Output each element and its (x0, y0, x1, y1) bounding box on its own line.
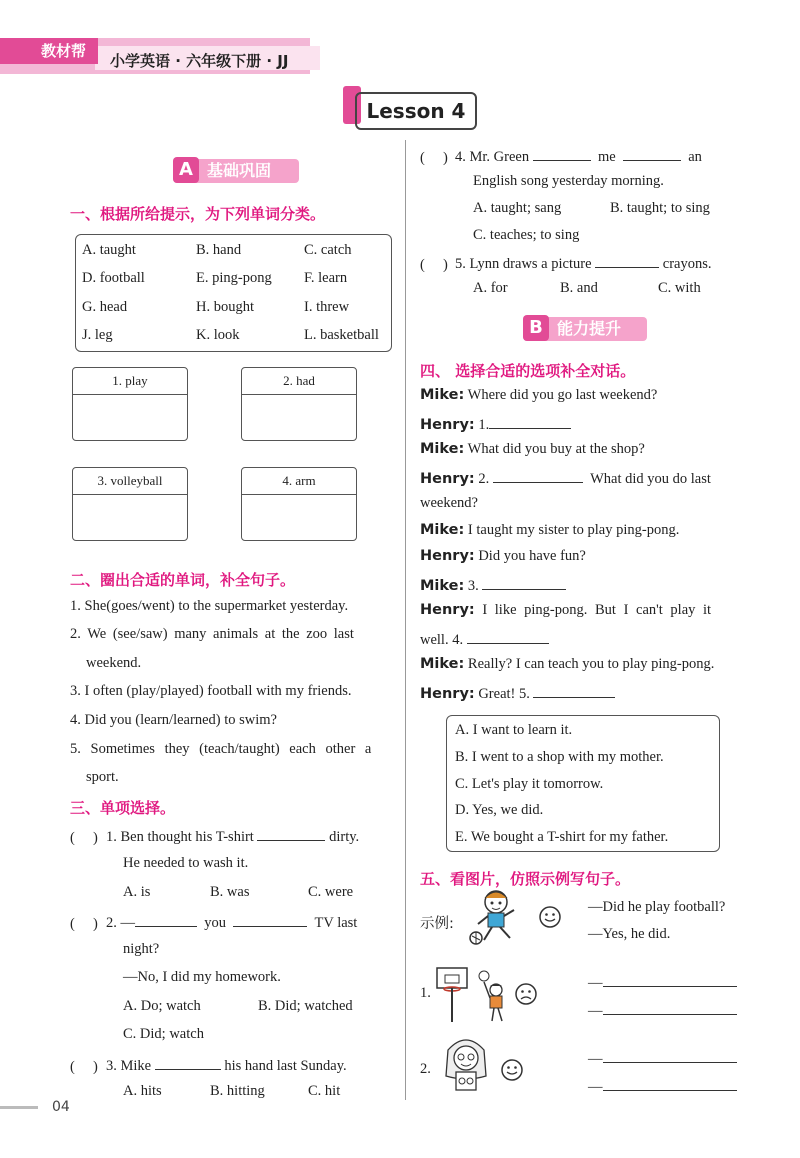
q3-item-3: 3. Mike his hand last Sunday. (106, 1055, 347, 1075)
blank[interactable] (533, 146, 591, 161)
sad-face-icon (514, 982, 538, 1006)
basketball-hoop-illustration (434, 966, 514, 1024)
q2-line: sport. (86, 769, 119, 785)
q3-item-1: 1. Ben thought his T-shirt dirty. (106, 826, 359, 846)
word: K. look (196, 327, 240, 343)
word: C. catch (304, 242, 352, 258)
q2-line: 3. I often (play/played) football with my friends. (70, 683, 352, 699)
dialog-option: B. I went to a shop with my mother. (455, 749, 664, 765)
option: A. for (473, 280, 508, 296)
q3-item-5: 5. Lynn draws a picture crayons. (455, 253, 711, 273)
dialog-line: Mike: I taught my sister to play ping-pong. (420, 522, 680, 538)
word: E. ping-pong (196, 270, 272, 286)
blank[interactable] (257, 826, 325, 841)
option: B. hitting (210, 1083, 265, 1099)
dialog-line: Mike: What did you buy at the shop? (420, 441, 645, 457)
option: A. is (123, 884, 151, 900)
blank[interactable] (489, 414, 571, 429)
word: F. learn (304, 270, 348, 286)
answer-line: — (588, 1076, 737, 1096)
q3-item-2-line2: night? (123, 941, 160, 957)
part-a-label: 基础巩固 (207, 161, 272, 180)
option: B. and (560, 280, 598, 296)
word: H. bought (196, 299, 254, 315)
q2-line: 5. Sometimes they (teach/taught) each other a (70, 741, 372, 757)
dialog-line: well. 4. (420, 629, 549, 649)
answer-line: — (588, 1048, 737, 1068)
option: B. Did; watched (258, 998, 353, 1014)
dialog-line: Henry: Did you have fun? (420, 548, 586, 564)
word: I. threw (304, 299, 350, 315)
category-card-had[interactable] (241, 367, 357, 441)
q4-heading: 四、 选择合适的选项补全对话。 (420, 362, 636, 380)
dialog-line: Mike: Really? I can teach you to play ping-pong. (420, 656, 715, 672)
part-b-letter: B (523, 315, 549, 341)
q5-item-2-label: 2. (420, 1061, 431, 1077)
word: J. leg (82, 327, 113, 343)
blank[interactable] (623, 146, 681, 161)
word: B. hand (196, 242, 242, 258)
word: D. football (82, 270, 145, 286)
card-label: 3. volleyball (97, 473, 163, 488)
dialog-line: weekend? (420, 495, 478, 511)
dialog-line: Henry: 2. What did you do last (420, 468, 711, 488)
part-b-label: 能力提升 (557, 319, 622, 338)
dialog-line: Henry: Great! 5. (420, 683, 615, 703)
dialog-option: A. I want to learn it. (455, 722, 573, 738)
blank[interactable] (135, 912, 197, 927)
q3-item-2-line3: —No, I did my homework. (123, 969, 281, 985)
footer-bar (0, 1106, 38, 1109)
q2-line: weekend. (86, 655, 142, 671)
blank[interactable] (467, 629, 549, 644)
dialog-line: Mike: 3. (420, 575, 566, 595)
blank[interactable] (533, 683, 615, 698)
dialog-line: Henry: I like ping-pong. But I can't play it (420, 602, 712, 618)
blank[interactable] (595, 253, 659, 268)
option: C. were (308, 884, 354, 900)
header-badge: 教材帮 (0, 38, 98, 64)
option: C. Did; watch (123, 1026, 204, 1042)
answer-paren[interactable]: ( ) (420, 150, 448, 166)
q2-line: 1. She(goes/went) to the supermarket yesterday. (70, 598, 349, 614)
q2-heading: 二、圈出合适的单词，补全句子。 (70, 571, 296, 589)
option: B. taught; to sing (610, 200, 710, 216)
answer-paren[interactable]: ( ) (420, 257, 448, 273)
column-divider (405, 140, 406, 1100)
smiley-face-icon (538, 905, 562, 929)
smiley-face-icon (500, 1058, 524, 1082)
answer-paren[interactable]: ( ) (70, 1059, 98, 1075)
blank[interactable] (603, 1000, 737, 1015)
word: A. taught (82, 242, 136, 258)
option: A. Do; watch (123, 998, 201, 1014)
card-label: 4. arm (282, 473, 316, 488)
q2-line: 4. Did you (learn/learned) to swim? (70, 712, 277, 728)
girl-illustration (436, 1036, 496, 1094)
answer-line: — (588, 1000, 737, 1020)
header-title: 小学英语 · 六年级下册 · JJ (110, 52, 289, 70)
word: G. head (82, 299, 128, 315)
lesson-title: Lesson 4 (355, 92, 477, 130)
dialog-line: Henry: 1. (420, 414, 571, 434)
page-number: 04 (52, 1099, 70, 1115)
example-answer: —Yes, he did. (588, 926, 671, 942)
q3-item-4-line2: English song yesterday morning. (473, 173, 664, 189)
category-card-volleyball[interactable] (72, 467, 188, 541)
option: A. hits (123, 1083, 162, 1099)
word: L. basketball (304, 327, 379, 343)
dialog-option: D. Yes, we did. (455, 802, 544, 818)
blank[interactable] (482, 575, 566, 590)
option: C. with (658, 280, 701, 296)
blank[interactable] (493, 468, 583, 483)
q3-item-2: 2. — you TV last (106, 912, 357, 932)
dialog-option: E. We bought a T-shirt for my father. (455, 829, 669, 845)
q2-line: 2. We (see/saw) many animals at the zoo last (70, 626, 354, 642)
option: A. taught; sang (473, 200, 562, 216)
blank[interactable] (155, 1055, 221, 1070)
q3-heading: 三、单项选择。 (70, 799, 176, 817)
q5-item-1-label: 1. (420, 985, 431, 1001)
q3-item-4: 4. Mr. Green me an (455, 146, 702, 166)
answer-paren[interactable]: ( ) (70, 916, 98, 932)
dialog-option: C. Let's play it tomorrow. (455, 776, 604, 792)
q3-item-1-line2: He needed to wash it. (123, 855, 249, 871)
option: C. teaches; to sing (473, 227, 580, 243)
category-card-play[interactable] (72, 367, 188, 441)
answer-line: — (588, 972, 737, 992)
blank[interactable] (603, 1048, 737, 1063)
card-label: 1. play (112, 373, 148, 388)
boy-football-illustration (466, 888, 532, 946)
example-label: 示例: (420, 916, 454, 932)
blank[interactable] (603, 1076, 737, 1091)
example-question: —Did he play football? (588, 899, 726, 915)
q1-heading: 一、根据所给提示，为下列单词分类。 (70, 205, 326, 223)
option: B. was (210, 884, 250, 900)
q5-heading: 五、看图片，仿照示例写句子。 (420, 870, 631, 888)
card-label: 2. had (283, 373, 315, 388)
blank[interactable] (603, 972, 737, 987)
dialog-line: Mike: Where did you go last weekend? (420, 387, 658, 403)
answer-paren[interactable]: ( ) (70, 830, 98, 846)
option: C. hit (308, 1083, 341, 1099)
category-card-arm[interactable] (241, 467, 357, 541)
blank[interactable] (233, 912, 307, 927)
part-a-letter: A (173, 157, 199, 183)
